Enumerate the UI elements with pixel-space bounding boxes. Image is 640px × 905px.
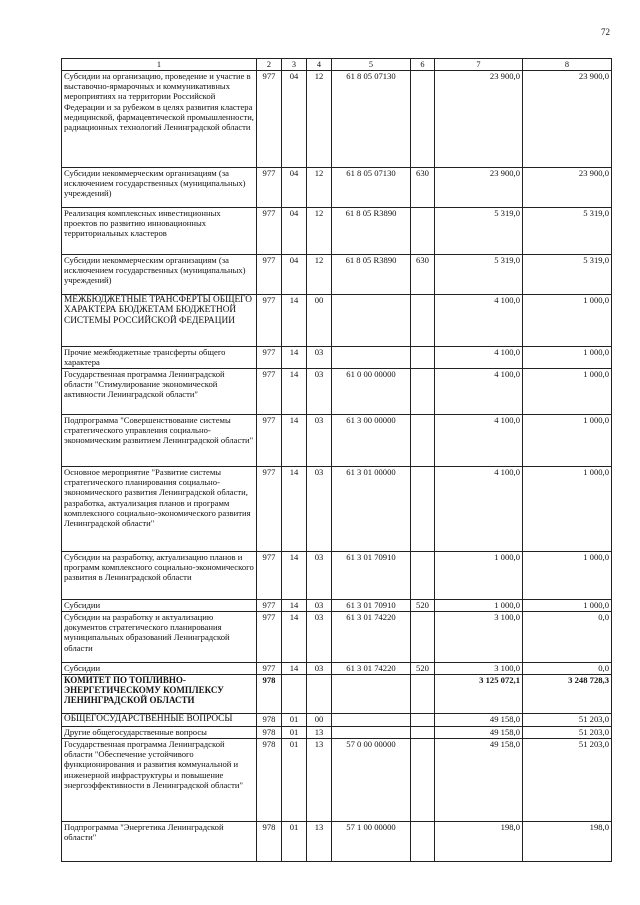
table-row (62, 168, 612, 208)
cell-section: 01 (282, 714, 307, 727)
cell-section: 14 (282, 295, 307, 347)
cell-amount2: 0,0 (523, 663, 612, 675)
cell-type (411, 71, 435, 168)
cell-amount2: 51 203,0 (523, 714, 612, 727)
cell-target (332, 347, 411, 369)
cell-target: 61 8 05 07130 (332, 71, 411, 168)
cell-target (332, 675, 411, 714)
cell-amount1: 49 158,0 (435, 727, 523, 739)
table-row (62, 347, 612, 369)
table-row (62, 552, 612, 600)
cell-ministry: 978 (257, 727, 282, 739)
cell-section: 04 (282, 168, 307, 208)
cell-subsection: 03 (307, 415, 332, 467)
cell-type (411, 208, 435, 255)
cell-name: КОМИТЕТ ПО ТОПЛИВНО-ЭНЕРГЕТИЧЕСКОМУ КОМПЛЕКСУ ЛЕНИНГРАДСКОЙ ОБЛАСТИ (62, 675, 257, 714)
cell-target (332, 714, 411, 727)
cell-name: Субсидии (62, 663, 257, 675)
cell-ministry: 977 (257, 663, 282, 675)
cell-name: МЕЖБЮДЖЕТНЫЕ ТРАНСФЕРТЫ ОБЩЕГО ХАРАКТЕРА БЮДЖЕТАМ БЮДЖЕТНОЙ СИСТЕМЫ РОССИЙСКОЙ ФЕДЕРАЦИИ (62, 295, 257, 347)
cell-amount2: 51 203,0 (523, 739, 612, 822)
cell-target: 61 3 01 70910 (332, 600, 411, 612)
cell-subsection: 03 (307, 467, 332, 552)
cell-name: Другие общегосударственные вопросы (62, 727, 257, 739)
table-row (62, 663, 612, 675)
cell-target: 61 3 00 00000 (332, 415, 411, 467)
cell-type (411, 415, 435, 467)
cell-section: 14 (282, 369, 307, 415)
cell-ministry: 977 (257, 295, 282, 347)
cell-type (411, 675, 435, 714)
cell-name: Субсидии на организацию, проведение и участие в выставочно-ярмарочных и коммуникативных мероприятиях на территории Российской Федерации и за рубежом в целях развития кластера медицинской, фармацевтической промышленности, радиационных технологий Ленинградской области (62, 71, 257, 168)
cell-name: Субсидии некоммерческим организациям (за исключением государственных (муниципальных) учреждений) (62, 168, 257, 208)
table-row (62, 369, 612, 415)
cell-ministry: 977 (257, 255, 282, 295)
cell-amount2: 1 000,0 (523, 600, 612, 612)
cell-target: 61 8 05 07130 (332, 168, 411, 208)
table-row (62, 739, 612, 822)
table-row (62, 675, 612, 714)
table-row (62, 71, 612, 168)
table-row (62, 714, 612, 727)
cell-target: 57 1 00 00000 (332, 822, 411, 862)
cell-type (411, 714, 435, 727)
cell-amount2: 3 248 728,3 (523, 675, 612, 714)
cell-subsection: 13 (307, 739, 332, 822)
table-row (62, 415, 612, 467)
cell-ministry: 977 (257, 415, 282, 467)
cell-subsection: 13 (307, 727, 332, 739)
cell-section: 04 (282, 71, 307, 168)
header-cell: 7 (435, 59, 523, 71)
cell-target: 61 3 01 74220 (332, 663, 411, 675)
cell-amount1: 198,0 (435, 822, 523, 862)
table-row (62, 208, 612, 255)
cell-name: Реализация комплексных инвестиционных проектов по развитию инновационных территориальных кластеров (62, 208, 257, 255)
cell-name: Подпрограмма "Совершенствование системы стратегического управления социально-экономическим развитием Ленинградской области" (62, 415, 257, 467)
cell-amount1: 4 100,0 (435, 467, 523, 552)
cell-section (282, 675, 307, 714)
cell-amount1: 1 000,0 (435, 552, 523, 600)
cell-name: Субсидии некоммерческим организациям (за исключением государственных (муниципальных) учреждений) (62, 255, 257, 295)
cell-type (411, 612, 435, 663)
cell-subsection: 12 (307, 71, 332, 168)
header-cell: 6 (411, 59, 435, 71)
cell-target: 61 8 05 R3890 (332, 208, 411, 255)
cell-section: 14 (282, 612, 307, 663)
cell-amount2: 5 319,0 (523, 208, 612, 255)
cell-amount1: 3 100,0 (435, 663, 523, 675)
cell-amount1: 5 319,0 (435, 208, 523, 255)
cell-ministry: 977 (257, 369, 282, 415)
cell-ministry: 978 (257, 822, 282, 862)
cell-ministry: 978 (257, 714, 282, 727)
cell-amount2: 1 000,0 (523, 295, 612, 347)
table-row (62, 612, 612, 663)
cell-amount1: 4 100,0 (435, 415, 523, 467)
cell-amount2: 1 000,0 (523, 467, 612, 552)
cell-name: ОБЩЕГОСУДАРСТВЕННЫЕ ВОПРОСЫ (62, 714, 257, 727)
page-number: 72 (601, 27, 610, 37)
cell-target: 61 0 00 00000 (332, 369, 411, 415)
cell-name: Субсидии (62, 600, 257, 612)
cell-amount2: 1 000,0 (523, 369, 612, 415)
table-row (62, 295, 612, 347)
cell-type: 630 (411, 255, 435, 295)
cell-subsection: 03 (307, 369, 332, 415)
table-row (62, 467, 612, 552)
cell-name: Государственная программа Ленинградской области "Стимулирование экономической активности Ленинградской области" (62, 369, 257, 415)
cell-amount1: 23 900,0 (435, 71, 523, 168)
cell-type (411, 347, 435, 369)
cell-amount1: 5 319,0 (435, 255, 523, 295)
cell-subsection: 03 (307, 347, 332, 369)
cell-type: 520 (411, 663, 435, 675)
cell-target (332, 727, 411, 739)
cell-subsection: 13 (307, 822, 332, 862)
budget-table (61, 58, 612, 862)
header-cell: 2 (257, 59, 282, 71)
cell-subsection: 03 (307, 600, 332, 612)
cell-name: Государственная программа Ленинградской области "Обеспечение устойчивого функционирования и развития коммунальной и инженерной инфраструктуры и повышение энергоэффективности в Ленинградской области" (62, 739, 257, 822)
cell-amount1: 4 100,0 (435, 347, 523, 369)
cell-section: 14 (282, 552, 307, 600)
cell-amount1: 49 158,0 (435, 739, 523, 822)
cell-section: 14 (282, 415, 307, 467)
cell-subsection: 00 (307, 714, 332, 727)
cell-amount1: 3 100,0 (435, 612, 523, 663)
cell-name: Субсидии на разработку, актуализацию планов и программ комплексного социально-экономического развития в Ленинградской области (62, 552, 257, 600)
cell-type (411, 822, 435, 862)
cell-section: 01 (282, 822, 307, 862)
cell-ministry: 977 (257, 71, 282, 168)
cell-ministry: 977 (257, 168, 282, 208)
table-row (62, 822, 612, 862)
cell-ministry: 977 (257, 552, 282, 600)
cell-name: Основное мероприятие "Развитие системы стратегического планирования социально-экономического развития Ленинградской области, разработка, актуализация планов и программ комплексного социально-экономического развития Ленинградской области" (62, 467, 257, 552)
cell-type (411, 552, 435, 600)
cell-target: 61 3 01 70910 (332, 552, 411, 600)
cell-subsection: 12 (307, 168, 332, 208)
cell-ministry: 977 (257, 612, 282, 663)
cell-amount1: 1 000,0 (435, 600, 523, 612)
table-row (62, 255, 612, 295)
cell-type (411, 467, 435, 552)
cell-amount2: 23 900,0 (523, 71, 612, 168)
cell-ministry: 977 (257, 347, 282, 369)
cell-target: 61 8 05 R3890 (332, 255, 411, 295)
cell-name: Подпрограмма "Энергетика Ленинградской области" (62, 822, 257, 862)
cell-amount1: 23 900,0 (435, 168, 523, 208)
cell-amount2: 1 000,0 (523, 415, 612, 467)
cell-type (411, 739, 435, 822)
cell-ministry: 977 (257, 600, 282, 612)
cell-type (411, 727, 435, 739)
cell-section: 01 (282, 739, 307, 822)
cell-amount2: 198,0 (523, 822, 612, 862)
cell-section: 14 (282, 347, 307, 369)
cell-subsection (307, 675, 332, 714)
cell-target: 61 3 01 74220 (332, 612, 411, 663)
cell-subsection: 03 (307, 552, 332, 600)
cell-section: 04 (282, 255, 307, 295)
header-row (62, 59, 612, 71)
cell-target (332, 295, 411, 347)
cell-amount2: 5 319,0 (523, 255, 612, 295)
cell-section: 14 (282, 663, 307, 675)
cell-amount2: 1 000,0 (523, 552, 612, 600)
cell-ministry: 978 (257, 675, 282, 714)
cell-type: 630 (411, 168, 435, 208)
cell-amount2: 23 900,0 (523, 168, 612, 208)
cell-amount1: 4 100,0 (435, 369, 523, 415)
cell-amount2: 51 203,0 (523, 727, 612, 739)
header-cell: 4 (307, 59, 332, 71)
cell-type (411, 369, 435, 415)
cell-ministry: 978 (257, 739, 282, 822)
cell-section: 14 (282, 600, 307, 612)
cell-name: Субсидии на разработку и актуализацию документов стратегического планирования муниципальных образований Ленинградской области (62, 612, 257, 663)
cell-name: Прочие межбюджетные трансферты общего характера (62, 347, 257, 369)
cell-type (411, 295, 435, 347)
cell-amount1: 4 100,0 (435, 295, 523, 347)
header-cell: 1 (62, 59, 257, 71)
cell-target: 57 0 00 00000 (332, 739, 411, 822)
cell-section: 01 (282, 727, 307, 739)
cell-subsection: 12 (307, 208, 332, 255)
cell-ministry: 977 (257, 467, 282, 552)
cell-section: 04 (282, 208, 307, 255)
cell-target: 61 3 01 00000 (332, 467, 411, 552)
cell-subsection: 12 (307, 255, 332, 295)
cell-section: 14 (282, 467, 307, 552)
table-row (62, 727, 612, 739)
cell-amount1: 3 125 072,1 (435, 675, 523, 714)
cell-amount2: 1 000,0 (523, 347, 612, 369)
table-row (62, 600, 612, 612)
header-cell: 5 (332, 59, 411, 71)
cell-subsection: 03 (307, 663, 332, 675)
cell-amount1: 49 158,0 (435, 714, 523, 727)
cell-subsection: 00 (307, 295, 332, 347)
cell-ministry: 977 (257, 208, 282, 255)
cell-type: 520 (411, 600, 435, 612)
header-cell: 3 (282, 59, 307, 71)
cell-subsection: 03 (307, 612, 332, 663)
cell-amount2: 0,0 (523, 612, 612, 663)
header-cell: 8 (523, 59, 612, 71)
